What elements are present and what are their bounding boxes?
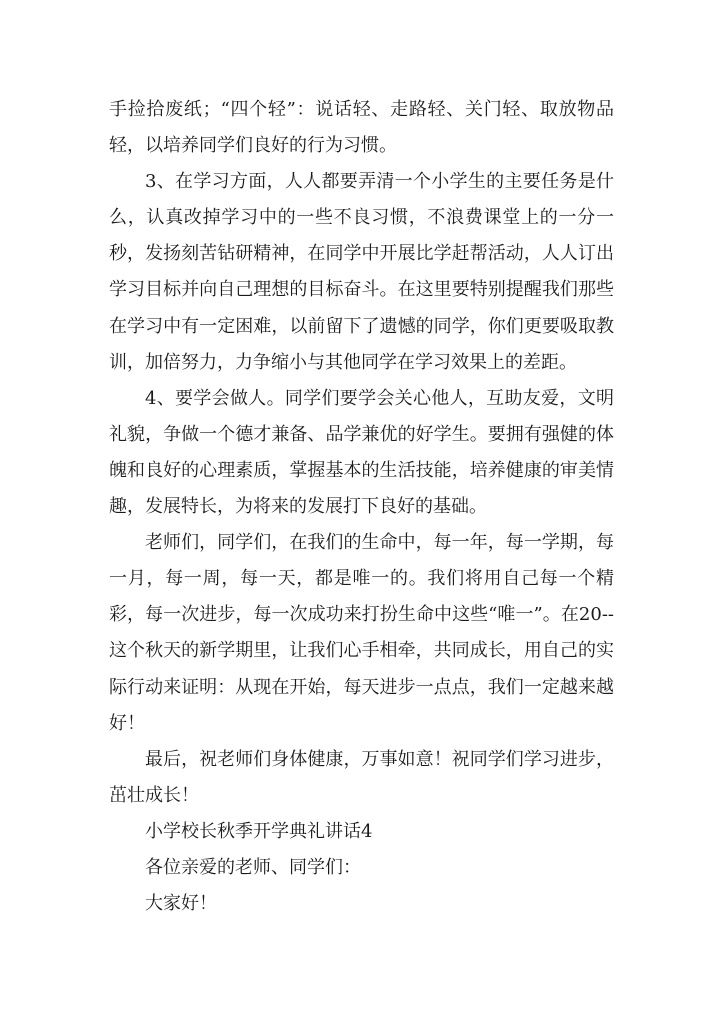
- paragraph-closing: 最后，祝老师们身体健康，万事如意！祝同学们学习进步，茁壮成长！: [109, 748, 614, 806]
- paragraph-study: 3、在学习方面，人人都要弄清一个小学生的主要任务是什么，认真改掉学习中的一些不良习惯，不浪费课堂上的一分一秒，发扬刻苦钻研精神，在同学中开展比学赶帮活动，人人订出学习目标并向自己理想的目标奋斗。在这里要特别提醒我们那些在学习中有一定困难，以前留下了遗憾的同学，你们更要吸取教训，加倍努力，力争缩小与其他同学在学习效果上的差距。: [109, 171, 614, 373]
- paragraph-conduct: 4、要学会做人。同学们要学会关心他人，互助友爱，文明礼貌，争做一个德才兼备、品学兼优的好学生。要拥有强健的体魄和良好的心理素质，掌握基本的生活技能，培养健康的审美情趣，发展特长，为将来的发展打下良好的基础。: [109, 387, 614, 518]
- speech-salutation: 各位亲爱的老师、同学们：: [145, 856, 361, 878]
- document-body: [109, 92, 614, 922]
- paragraph-address: 老师们，同学们，在我们的生命中，每一年，每一学期，每一月，每一周，每一天，都是唯一的。我们将用自己每一个精彩，每一次进步，每一次成功来打扮生命中这些“唯一”。在20--这个秋天的新学期里，让我们心手相牵，共同成长，用自己的实际行动来证明：从现在开始，每天进步一点点，我们一定越来越好！: [109, 532, 614, 734]
- speech-greeting: 大家好！: [145, 893, 217, 915]
- speech-title: 小学校长秋季开学典礼讲话4: [145, 820, 373, 842]
- paragraph-continuation: 手捡拾废纸；“四个轻”：说话轻、走路轻、关门轻、取放物品轻，以培养同学们良好的行为习惯。: [109, 99, 614, 157]
